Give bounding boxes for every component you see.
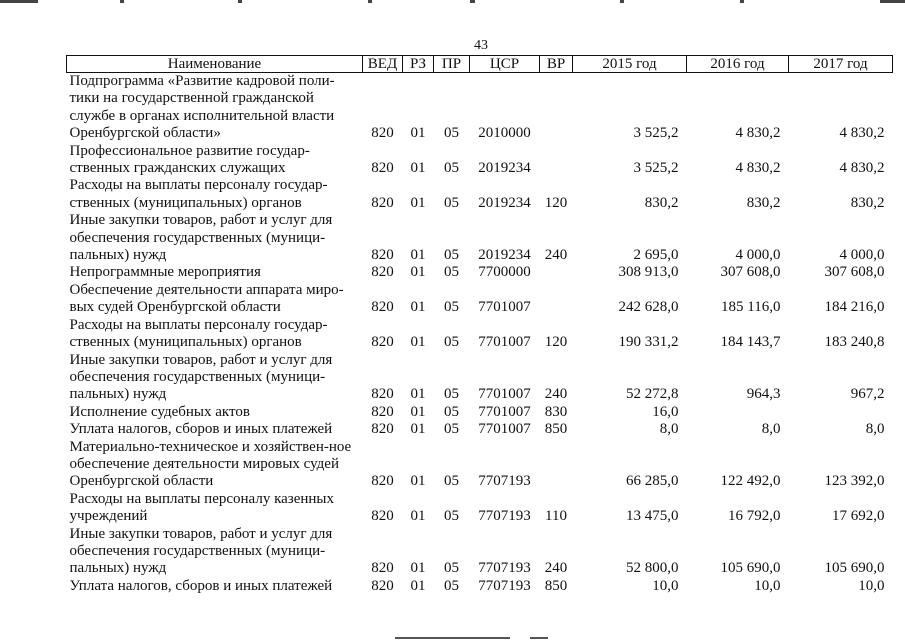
row-vr [540, 73, 573, 143]
table-row [67, 177, 893, 212]
row-pr: 05 [444, 577, 459, 594]
row-2017: 4 830,2 [839, 160, 885, 177]
table-row [67, 282, 893, 317]
row-2015: 190 331,2 [618, 334, 679, 351]
budget-table [66, 55, 893, 595]
row-rz: 01 [410, 403, 426, 420]
table-row [67, 578, 893, 595]
row-2016: 964,3 [746, 386, 781, 403]
row-csr: 2019234 [478, 160, 531, 177]
scan-mark [740, 0, 744, 3]
row-pr: 05 [444, 299, 459, 316]
row-ved: 820 [371, 473, 394, 490]
row-vr: 110 [545, 508, 567, 525]
row-rz: 01 [410, 560, 426, 577]
scan-mark [470, 0, 475, 3]
table-header-row [67, 56, 893, 73]
row-pr: 05 [444, 247, 459, 264]
row-pr: 05 [444, 508, 459, 525]
row-2016: 122 492,0 [720, 473, 781, 490]
row-csr: 7701007 [478, 334, 531, 351]
row-2017: 105 690,0 [824, 560, 885, 577]
row-pr: 05 [444, 264, 459, 281]
row-csr: 7707193 [478, 508, 531, 525]
row-vr: 240 [544, 386, 568, 403]
row-pr: 05 [444, 473, 459, 490]
row-name: Иные закупки товаров, работ и услуг для обеспечения государственных (муници-пальных) нужд [69, 525, 333, 577]
row-csr: 2019234 [478, 194, 531, 211]
row-2015: 3 525,2 [633, 160, 679, 177]
header-2017: 2017 год [789, 56, 893, 73]
table-row [67, 143, 893, 178]
table-row [67, 73, 893, 143]
row-name: Исполнение судебных актов [69, 403, 250, 420]
header-rz: РЗ [403, 56, 434, 73]
row-pr: 05 [444, 160, 459, 177]
row-2016: 185 116,0 [721, 299, 781, 316]
row-2017: 967,2 [850, 386, 885, 403]
row-name: Иные закупки товаров, работ и услуг для обеспечения государственных (муници-пальных) нужд [69, 351, 333, 403]
row-name: Материально-техническое и хозяйствен-ное обеспечение деятельности мировых судей Оренбургской области [69, 438, 352, 490]
scan-mark [238, 0, 242, 3]
row-name: Подпрограмма «Развитие кадровой поли-тики на государственной гражданской службе в органах исполнительной власти Оренбургской области» [69, 73, 335, 142]
row-pr: 05 [444, 560, 459, 577]
scan-artifact-bottom [0, 635, 905, 640]
row-rz: 01 [410, 577, 426, 594]
row-2017 [789, 404, 893, 421]
page-number: 43 [474, 38, 488, 53]
row-2017: 10,0 [858, 577, 885, 594]
header-2016: 2016 год [687, 56, 789, 73]
row-ved: 820 [371, 299, 394, 316]
row-ved: 820 [371, 334, 394, 351]
row-2015: 2 695,0 [633, 247, 679, 264]
row-2017: 123 392,0 [824, 473, 885, 490]
row-ved: 820 [371, 194, 394, 211]
row-vr: 120 [544, 334, 568, 351]
row-csr: 7701007 [478, 403, 531, 420]
row-name: Иные закупки товаров, работ и услуг для обеспечения государственных (муници-пальных) нужд [69, 212, 333, 264]
row-name: Непрограммные мероприятия [69, 264, 261, 281]
row-name: Расходы на выплаты персоналу казенных учреждений [69, 490, 335, 525]
table-row [67, 352, 893, 404]
row-pr: 05 [444, 421, 459, 438]
row-vr: 240 [544, 560, 568, 577]
scan-mark [368, 0, 372, 3]
row-ved: 820 [371, 264, 394, 281]
row-2016: 105 690,0 [720, 560, 781, 577]
table-row [67, 212, 893, 264]
row-vr [540, 282, 573, 317]
row-ved: 820 [371, 421, 394, 438]
row-2017: 17 692,0 [832, 508, 885, 525]
row-ved: 820 [371, 577, 394, 594]
row-2016: 8,0 [761, 421, 781, 438]
row-2015: 10,0 [652, 577, 679, 594]
row-csr: 7701007 [478, 386, 531, 403]
row-ved: 820 [371, 247, 394, 264]
table-row [67, 404, 893, 421]
row-rz: 01 [410, 508, 426, 525]
table-row [67, 526, 893, 578]
row-2017: 307 608,0 [824, 264, 885, 281]
header-2015: 2015 год [573, 56, 687, 73]
table-body [67, 73, 893, 596]
header-ved: ВЕД [363, 56, 403, 73]
row-rz: 01 [410, 473, 426, 490]
row-vr: 850 [544, 577, 568, 594]
scan-mark [120, 0, 124, 3]
row-rz: 01 [410, 160, 426, 177]
row-2016: 307 608,0 [720, 264, 781, 281]
row-2016: 4 830,2 [735, 160, 781, 177]
row-2017: 8,0 [865, 421, 885, 438]
row-2015: 16,0 [652, 403, 679, 420]
row-vr: 850 [544, 421, 568, 438]
row-pr: 05 [444, 403, 459, 420]
row-ved: 820 [371, 386, 394, 403]
table-row [67, 439, 893, 491]
row-csr: 7701007 [478, 299, 531, 316]
row-2017: 830,2 [850, 194, 885, 211]
scan-mark [0, 0, 38, 3]
row-name: Расходы на выплаты персоналу государ-ственных (муниципальных) органов [69, 316, 328, 351]
row-pr: 05 [444, 194, 459, 211]
row-ved: 820 [371, 160, 394, 177]
row-ved: 820 [371, 508, 394, 525]
table-row [67, 421, 893, 438]
row-rz: 01 [410, 299, 426, 316]
row-rz: 01 [410, 194, 426, 211]
row-2015: 242 628,0 [618, 299, 679, 316]
row-2015: 308 913,0 [618, 264, 679, 281]
scan-mark [620, 0, 624, 3]
row-vr [540, 264, 573, 281]
row-rz: 01 [410, 247, 426, 264]
row-csr: 7707193 [478, 473, 531, 490]
row-2015: 13 475,0 [626, 508, 679, 525]
row-vr: 120 [544, 194, 568, 211]
row-vr: 830 [544, 403, 568, 420]
row-rz: 01 [410, 386, 426, 403]
row-name: Расходы на выплаты персоналу государ-ственных (муниципальных) органов [69, 177, 328, 211]
row-2017: 4 830,2 [839, 125, 885, 142]
scan-mark [880, 0, 905, 3]
row-2017: 184 216,0 [824, 299, 885, 316]
row-2016: 4 000,0 [735, 247, 781, 264]
row-2015: 66 285,0 [626, 473, 679, 490]
row-2015: 52 800,0 [626, 560, 679, 577]
scan-artifact-top [0, 0, 905, 6]
row-2015: 830,2 [644, 194, 679, 211]
row-pr: 05 [444, 125, 459, 142]
header-csr: ЦСР [470, 56, 540, 73]
row-pr: 05 [444, 386, 459, 403]
row-2015: 52 272,8 [626, 386, 679, 403]
row-vr: 240 [544, 247, 568, 264]
row-ved: 820 [371, 125, 394, 142]
row-csr: 7707193 [478, 560, 531, 577]
table-row [67, 491, 893, 526]
row-2016: 10,0 [754, 577, 781, 594]
row-rz: 01 [410, 334, 426, 351]
row-2017: 4 000,0 [839, 247, 885, 264]
row-2015: 8,0 [659, 421, 679, 438]
header-vr: ВР [540, 56, 573, 73]
row-ved: 820 [371, 560, 394, 577]
row-csr: 2019234 [478, 247, 531, 264]
row-ved: 820 [371, 403, 394, 420]
header-pr: ПР [434, 56, 470, 73]
row-name: Уплата налогов, сборов и иных платежей [69, 421, 333, 438]
row-name: Уплата налогов, сборов и иных платежей [69, 577, 333, 594]
row-vr [540, 143, 573, 178]
row-2016: 16 792,0 [728, 508, 781, 525]
row-csr: 7707193 [478, 577, 531, 594]
row-rz: 01 [410, 125, 426, 142]
scan-mark [530, 637, 548, 639]
row-pr: 05 [444, 334, 459, 351]
row-csr: 7700000 [478, 264, 531, 281]
row-2015: 3 525,2 [633, 125, 679, 142]
row-rz: 01 [410, 421, 426, 438]
row-name: Профессиональное развитие государ-ственных гражданских служащих [69, 142, 310, 177]
row-2016: 4 830,2 [735, 125, 781, 142]
row-rz: 01 [410, 264, 426, 281]
row-2016: 830,2 [746, 194, 781, 211]
row-2017: 183 240,8 [824, 334, 885, 351]
scan-mark [395, 637, 510, 639]
row-csr: 7701007 [478, 421, 531, 438]
table-row [67, 264, 893, 281]
table-row [67, 317, 893, 352]
row-name: Обеспечение деятельности аппарата миро-вых судей Оренбургской области [69, 281, 344, 316]
row-vr [540, 439, 573, 491]
row-2016 [687, 404, 789, 421]
header-name: Наименование [67, 56, 363, 73]
row-csr: 2010000 [478, 125, 531, 142]
row-2016: 184 143,7 [720, 334, 781, 351]
